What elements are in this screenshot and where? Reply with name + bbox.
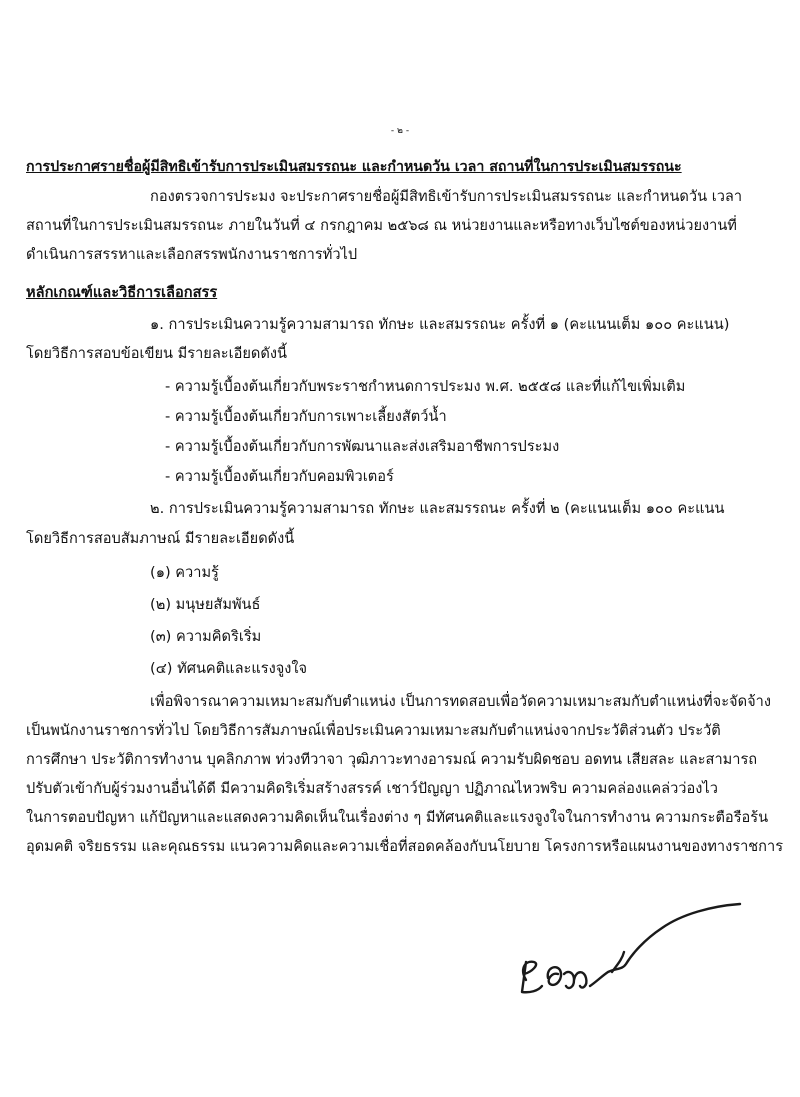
criteria-item-2-method: โดยวิธีการสอบสัมภาษณ์ มีรายละเอียดดังนี้ — [26, 530, 295, 547]
bullet-item: - ความรู้เบื้องต้นเกี่ยวกับการพัฒนาและส่งเสริมอาชีพการประมง — [165, 438, 560, 455]
bullet-item: - ความรู้เบื้องต้นเกี่ยวกับการเพาะเลี้ยงสัตว์น้ำ — [165, 408, 447, 425]
paragraph-line: ในการตอบปัญหา แก้ปัญหาและแสดงความคิดเห็นในเรื่องต่าง ๆ มีทัศนคติและแรงจูงใจในการทำงาน ความกระตือรือร้น — [26, 809, 769, 826]
sub-item: (๑) ความรู้ — [150, 564, 219, 581]
sub-item: (๒) มนุษยสัมพันธ์ — [150, 596, 261, 613]
page-number: - ๒ - — [390, 126, 410, 136]
paragraph-line: สถานที่ในการประเมินสมรรถนะ ภายในวันที่ ๔ กรกฎาคม ๒๕๖๘ ณ หน่วยงานและหรือทางเว็บไซต์ของหน่วยงานที่ — [26, 217, 737, 234]
sub-item: (๓) ความคิดริเริ่ม — [150, 628, 262, 645]
paragraph-line: เป็นพนักงานราชการทั่วไป โดยวิธีการสัมภาษณ์เพื่อประเมินความเหมาะสมกับตำแหน่งจากประวัติส่วนตัว ประวัติ — [26, 722, 721, 739]
sub-item: (๔) ทัศนคติและแรงจูงใจ — [150, 660, 308, 677]
paragraph-line: ปรับตัวเข้ากับผู้ร่วมงานอื่นได้ดี มีความคิดริเริ่มสร้างสรรค์ เชาว์ปัญญา ปฏิภาณไหวพริบ ความคล่องแคล่วว่องไว — [26, 780, 718, 797]
criteria-item-2: ๒. การประเมินความรู้ความสามารถ ทักษะ และสมรรถนะ ครั้งที่ ๒ (คะแนนเต็ม ๑๐๐ คะแนน — [150, 500, 725, 517]
bullet-item: - ความรู้เบื้องต้นเกี่ยวกับพระราชกำหนดการประมง พ.ศ. ๒๕๕๘ และที่แก้ไขเพิ่มเติม — [165, 378, 686, 395]
criteria-item-1-method: โดยวิธีการสอบข้อเขียน มีรายละเอียดดังนี้ — [26, 345, 287, 362]
paragraph-line: อุดมคติ จริยธรรม และคุณธรรม แนวความคิดและความเชื่อที่สอดคล้องกับนโยบาย โครงการหรือแผนงานของทางราชการ — [26, 838, 784, 855]
paragraph-line: กองตรวจการประมง จะประกาศรายชื่อผู้มีสิทธิเข้ารับการประเมินสมรรถนะ และกำหนดวัน เวลา — [150, 188, 743, 205]
paragraph-line: เพื่อพิจารณาความเหมาะสมกับตำแหน่ง เป็นการทดสอบเพื่อวัดความเหมาะสมกับตำแหน่งที่จะจัดจ้าง — [150, 693, 771, 710]
section-heading-announcement: การประกาศรายชื่อผู้มีสิทธิเข้ารับการประเมินสมรรถนะ และกำหนดวัน เวลา สถานที่ในการประเมินสมรรถนะ — [26, 159, 682, 175]
criteria-item-1: ๑. การประเมินความรู้ความสามารถ ทักษะ และสมรรถนะ ครั้งที่ ๑ (คะแนนเต็ม ๑๐๐ คะแนน) — [150, 316, 730, 333]
signature-icon — [512, 900, 752, 1010]
paragraph-line: การศึกษา ประวัติการทำงาน บุคลิกภาพ ท่วงทีวาจา วุฒิภาวะทางอารมณ์ ความรับผิดชอบ อดทน เสียสละ และสามารถ — [26, 751, 758, 768]
section-heading-criteria: หลักเกณฑ์และวิธีการเลือกสรร — [26, 284, 218, 301]
bullet-item: - ความรู้เบื้องต้นเกี่ยวกับคอมพิวเตอร์ — [165, 468, 394, 485]
paragraph-line: ดำเนินการสรรหาและเลือกสรรพนักงานราชการทั่วไป — [26, 246, 358, 263]
